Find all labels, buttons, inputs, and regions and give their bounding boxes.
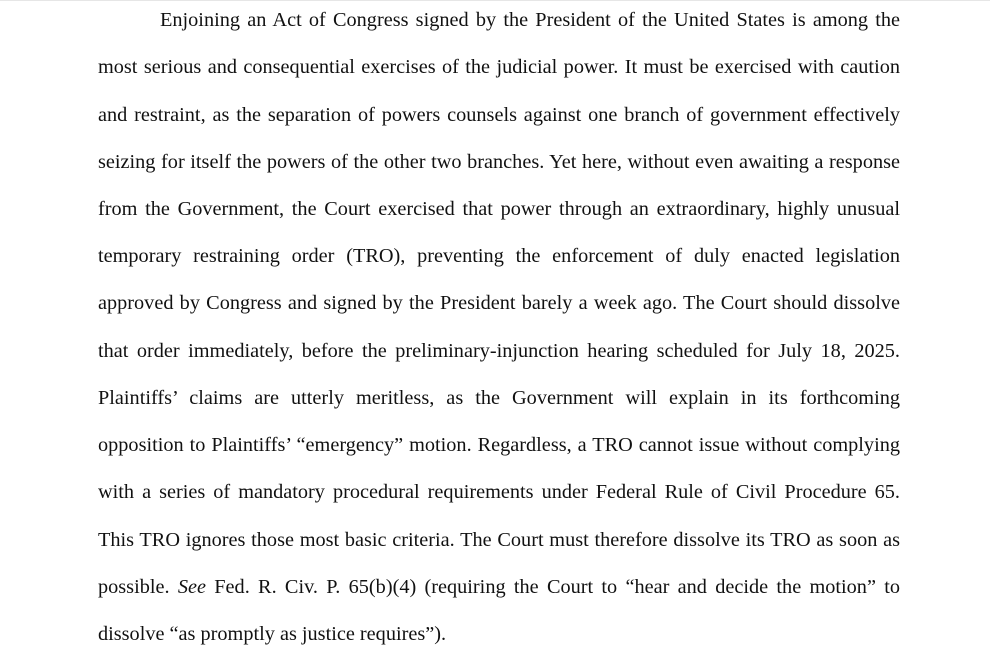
citation-signal-see: See	[177, 576, 206, 598]
paragraph-line-5: from the Government, the Court exercised that power through an extraordinary, highly unusual	[98, 198, 900, 220]
paragraph-line-11: with a series of mandatory procedural requirements under Federal Rule of Civil Procedure 65.	[98, 481, 900, 503]
paragraph-line-2: most serious and consequential exercises of the judicial power. It must be exercised with caution	[98, 56, 900, 78]
paragraph-line-3: and restraint, as the separation of powers counsels against one branch of government effectively	[98, 104, 900, 126]
line-13-prefix: possible.	[98, 576, 178, 598]
paragraph-line-6: temporary restraining order (TRO), preventing the enforcement of duly enacted legislation	[98, 245, 900, 267]
paragraph-line-8: that order immediately, before the preliminary-injunction hearing scheduled for July 18, 2025.	[98, 340, 900, 362]
paragraph-line-9: Plaintiffs’ claims are utterly meritless, as the Government will explain in its forthcoming	[98, 387, 900, 409]
paragraph-line-1: Enjoining an Act of Congress signed by the President of the United States is among the	[160, 9, 900, 31]
paragraph-line-4: seizing for itself the powers of the other two branches. Yet here, without even awaiting a response	[98, 151, 900, 173]
page-top-border	[0, 0, 990, 1]
line-13-citation: Fed. R. Civ. P. 65(b)(4) (requiring the Court to “hear and decide the motion” to	[206, 576, 900, 598]
paragraph-line-12: This TRO ignores those most basic criteria. The Court must therefore dissolve its TRO as soon as	[98, 529, 900, 551]
paragraph-line-14: dissolve “as promptly as justice requires”).	[98, 623, 447, 645]
paragraph-line-7: approved by Congress and signed by the President barely a week ago. The Court should dissolve	[98, 292, 900, 314]
paragraph-line-10: opposition to Plaintiffs’ “emergency” motion. Regardless, a TRO cannot issue without complying	[98, 434, 900, 456]
paragraph-line-13	[98, 574, 900, 600]
